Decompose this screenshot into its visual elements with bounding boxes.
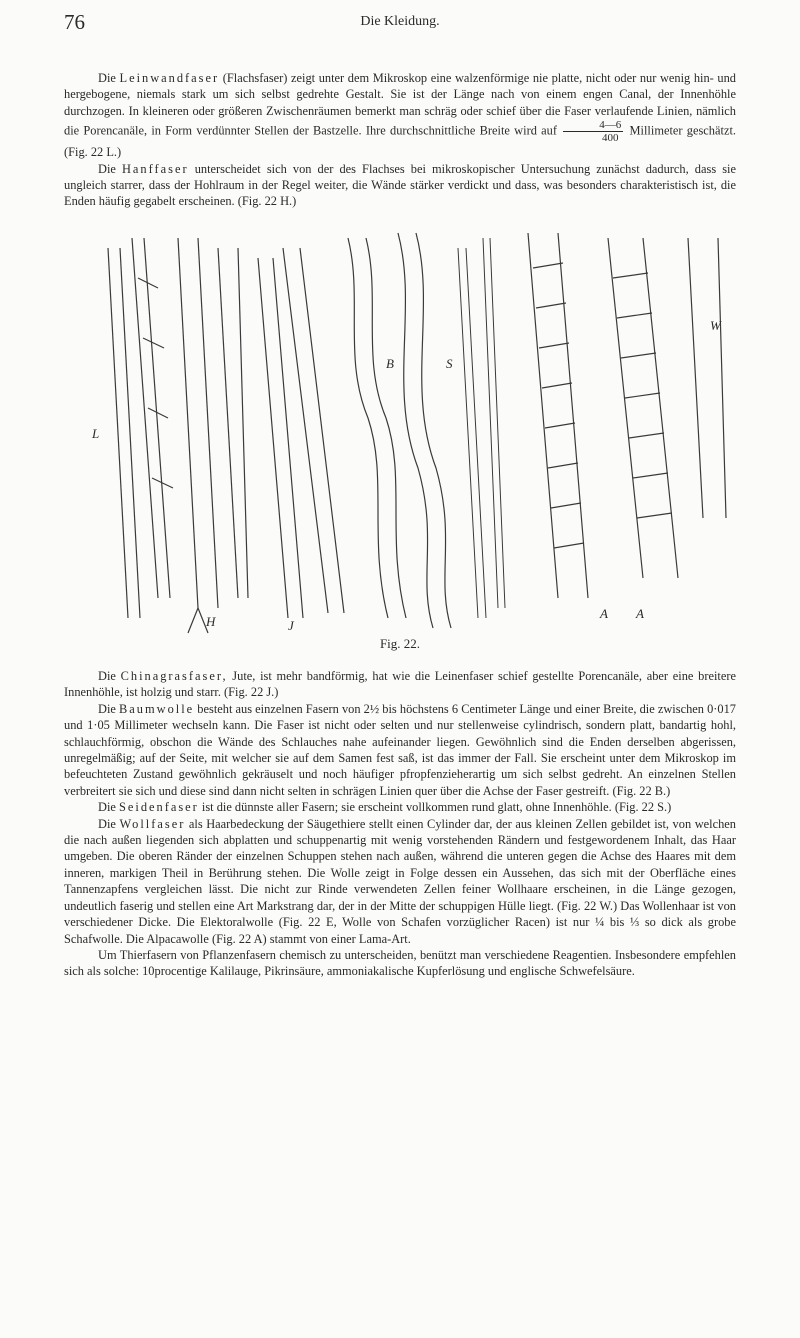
silk-fiber-group: [458, 238, 505, 618]
cotton-fiber-line: [398, 233, 433, 628]
paragraph-tail: Millimeter geschätzt. (Fig. 22 L.): [64, 123, 736, 160]
fiber-label-w: W: [710, 318, 721, 333]
page-header: [0, 10, 800, 40]
fiber-label-a: A: [600, 606, 608, 621]
cotton-fiber-line: [348, 238, 388, 618]
jute-fiber-line: [258, 258, 303, 618]
fiber-label-l: L: [92, 426, 100, 441]
fiber-label-b: B: [386, 356, 394, 371]
term-leinwandfaser: Leinwandfaser: [119, 71, 220, 85]
fiber-drawing: [88, 218, 728, 638]
jute-fiber-line: [283, 248, 344, 613]
paragraph-hanffaser: [64, 161, 736, 210]
page-number: 76: [64, 10, 85, 34]
text-block-bottom: [64, 668, 736, 980]
silk-fiber-line: [483, 238, 505, 608]
term-seidenfaser: Seidenfaser: [119, 800, 199, 815]
paragraph-text: Jute, ist mehr bandförmig, hat wie die Leinenfaser schief gestellte Porencanäle, aber eine breitere Innenhöhle, ist holzig und starr. (Fig. 22 J.): [64, 669, 736, 700]
term-baumwolle: Baumwolle: [119, 701, 195, 716]
paragraph-text: unterscheidet sich von der des Flachses bei mikroskopischer Untersuchung zunächst dadurch, dass sie ungleich starrer, dass der Hohlraum in der Regel weiter, die Wände stärker verdickt und dass, was besonders charakteristisch ist, die Enden häufig gegabelt erscheinen. (Fig. 22 H.): [64, 161, 736, 209]
text-block-top: [64, 70, 736, 210]
paragraph-seidenfaser: [64, 799, 736, 815]
paragraph-text: Um Thierfasern von Pflanzenfasern chemisch zu unterscheiden, benützt man verschiedene Reagentien. Insbesondere empfehlen sich als solche: 10procentige Kalilauge, Pikrinsäure, ammoniakalische Kupferlösung und englische Schwefelsäure.: [64, 947, 736, 979]
paragraph-baumwolle: [64, 701, 736, 799]
wool-scale-lines: [533, 263, 584, 548]
flax-fiber-line: [144, 238, 170, 598]
hemp-fiber-line: [238, 248, 248, 598]
running-title: Die Kleidung.: [360, 14, 440, 29]
paragraph-text: ist die dünnste aller Fasern; sie erscheint vollkommen rund glatt, ohne Innenhöhle. (Fig. 22 S.): [198, 800, 672, 815]
fiber-illustration: [88, 218, 728, 638]
paragraph-lead: Die: [98, 161, 116, 176]
flax-fiber-group: [108, 238, 173, 618]
width-fraction: [563, 119, 623, 144]
fraction-numerator: 4—6: [563, 119, 623, 132]
fraction-denominator: 400: [602, 132, 619, 145]
hemp-fiber-line: [218, 248, 238, 598]
hemp-fiber-line: [178, 238, 198, 608]
hemp-fiber-group: [178, 238, 248, 633]
term-chinagrasfaser: Chinagrasfaser,: [120, 669, 228, 683]
silk-fiber-line: [458, 248, 486, 618]
flax-fiber-line: [108, 248, 128, 618]
term-wollfaser: Wollfaser: [119, 816, 186, 831]
paragraph-leinwandfaser: [64, 70, 736, 161]
fiber-label-a-second: A: [636, 606, 644, 621]
paragraph-lead: Die: [98, 669, 116, 683]
paragraph-reagentien: [64, 947, 736, 980]
wool-fiber-group: [528, 233, 726, 598]
cotton-fiber-group: [348, 233, 451, 628]
hemp-fiber-line: [198, 238, 218, 608]
paragraph-wollfaser: [64, 816, 736, 947]
paragraph-lead: Die: [98, 816, 116, 831]
paragraph-lead: Die: [98, 701, 116, 716]
pore-canal-lines: [138, 278, 173, 488]
fiber-label-s: S: [446, 356, 453, 371]
paragraph-text: als Haarbedeckung der Säugethiere stellt einen Cylinder dar, der aus kleinen Zellen gebildet ist, von welchen die nach außen liegenden sich abplatten und schuppenartig mit wenig vorstehenden Rändern und festgewordenem Inhalt, das Haar umgeben. Die oberen Ränder der einzelnen Schuppen stehen nach außen, während die unteren gegen die Achse des Haares mit dem inneren, markigen Theil in Berührung stehen. Die Wolle zeigt in Folge dessen ein Aussehen, das sich mit der Oberfläche eines Tannenzapfens vergleichen lässt. Die nicht zur Rinde verwendeten Zellen feiner Wollhaare erscheinen, in die Länge gezogen, undeutlich faserig und stellen eine Art Markstrang dar, der in der Mitte der schuppigen Hülle liegt. (Fig. 22 W.) Das Wollenhaar ist von verschiedener Dicke. Die Elektoralwolle (Fig. 22 E, Wolle von Schafen vorzüglicher Racen) ist nur ¼ bis ⅓ so dick als grobe Schafwolle. Die Alpacawolle (Fig. 22 A) stammt von einer Lama-Art.: [64, 816, 736, 946]
cotton-fiber-line: [416, 233, 451, 628]
paragraph-lead: Die: [98, 71, 116, 85]
jute-fiber-group: [258, 248, 344, 618]
wool-scale-lines: [613, 273, 672, 518]
wool-fiber-line: [608, 238, 678, 578]
paragraph-text: besteht aus einzelnen Fasern von 2½ bis höchstens 6 Centimeter Länge und einer Breite, die zwischen 0·017 und 1·05 Millimeter wechseln kann. Die Faser ist nicht oder selten und nur stellenweise cylindrisch, sondern platt, bandartig hohl, schlauchförmig, obschon die Wände des Schlauches nahe aufeinander liegen. Gewöhnlich sind die Enden derselben abgerissen, unregelmäßig; auf der Seite, mit welcher sie auf dem Samen fest saß, ist das immer der Fall. Sie erscheint unter dem Mikroskop im befeuchteten Zustand gewöhnlich gekräuselt und noch häufiger pfropfenzieherartig um sich selbst gedreht. An einzelnen Stellen verbreitert sie sich und diese sind dann nicht selten in schrägen Linien quer über die Achse der Faser gestreift. (Fig. 22 B.): [64, 701, 736, 798]
wool-fiber-line: [688, 238, 726, 518]
forked-end-lines: [188, 608, 208, 633]
term-hanffaser: Hanffaser: [121, 161, 189, 176]
fiber-label-j: J: [288, 618, 294, 633]
paragraph-text: (Flachsfaser) zeigt unter dem Mikroskop eine walzenförmige nie platte, nicht oder nur wenig hin- und hergebogene, niemals stark um sich selbst gedrehte Gestalt. Sie ist der Länge nach von einem engen Canal, der Innenhöhle durchzogen. In kleineren oder größeren Zwischenräumen bemerkt man schräg oder schief über die Faser verlaufende Linien, nämlich die Porencanäle, in Form verdünnter Stellen der Bastzelle. Ihre durchschnittliche Breite wird auf: [64, 71, 736, 138]
cotton-fiber-line: [366, 238, 406, 618]
fiber-label-h: H: [206, 614, 216, 629]
paragraph-lead: Die: [98, 800, 116, 815]
figure-caption: Fig. 22.: [379, 636, 421, 651]
paragraph-chinagrasfaser: [64, 668, 736, 701]
